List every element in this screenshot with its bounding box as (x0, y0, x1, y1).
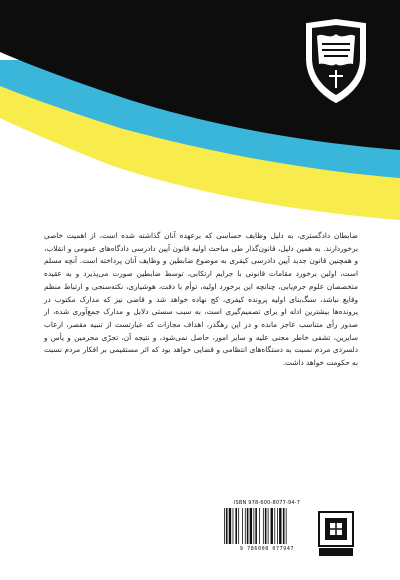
barcode-bar (235, 508, 237, 544)
barcode-bar (233, 508, 234, 544)
barcode-bar (265, 508, 267, 544)
barcode-bar (279, 508, 281, 544)
barcode-bar (229, 508, 231, 544)
barcode-bar (224, 508, 225, 544)
publisher-emblem-icon (318, 511, 354, 557)
barcode-bar (245, 508, 246, 544)
barcode-bar (255, 508, 257, 544)
barcode-bar (286, 508, 287, 544)
barcode-bar (247, 508, 249, 544)
university-logo (303, 18, 369, 104)
publisher-logo (318, 511, 354, 557)
barcode-bar (238, 508, 239, 544)
barcode-bar (242, 508, 243, 544)
barcode-bar (226, 508, 228, 544)
barcode-bar (259, 508, 260, 544)
barcode-bar (253, 508, 254, 544)
barcode-bar (263, 508, 264, 544)
barcode-bar (274, 508, 275, 544)
isbn-label: ISBN 978-600-8077-94-7 (233, 500, 301, 506)
barcode-digits: 9 786008 077947 (239, 546, 295, 552)
barcode-bar (283, 508, 285, 544)
barcode-icon (222, 508, 312, 544)
back-cover-description: ضابطان دادگستری، به دلیل وظایف حساسی که برعهده آنان گذاشته شده است، از اهمیت خاصی برخوردارند. به همین دلیل، قانون‌گذار طی مباحث اولیه قانون آیین دادرسی دادگاه‌های عمومی و انقلاب، و همچنین قانون جدید آیین دادرسی کیفری به موضوع ضابطین و وظایف آنان پرداخته است. آنچه مسلم است، اولین برخورد مقامات قانونی با جرایم ارتکابی، توسط ضابطین صورت می‌پذیرد و به عقیده متخصصان علوم جرم‌یابی، چنانچه این برخورد اولیه، توأم با دقت، هوشیاری، نکته‌سنجی و ارتباط منظم وقایع نباشد، سنگ‌بنای اولیه پرونده کیفری، کج نهاده خواهد شد و قاضی نیز که مدارک مکتوب در پرونده‌ها بیشترین ادله او برای تصمیم‌گیری است، به سبب سستی دلایل و مدارک جمع‌آوری شده، از صدور رأی متناسب عاجز مانده و در این رهگذر، اهداف مجازات که عبارتست از تنبیه مقصر، ارعاب سایرین، تشفی خاطر مجنی علیه و سایر امور، حاصل نمی‌شود، و نتیجه آن، تجرّی مجرمین و یأس و دلسردی مردم نسبت به دستگاه‌های انتظامی و قضایی خواهد بود که اثر مستقیمی بر افکار مردم نسبت به حکومت خواهد داشت. (44, 231, 358, 368)
barcode-bar (250, 508, 252, 544)
barcode-bar (277, 508, 278, 544)
university-shield-icon (303, 18, 369, 104)
barcode-bar (268, 508, 269, 544)
barcode-bar (271, 508, 273, 544)
